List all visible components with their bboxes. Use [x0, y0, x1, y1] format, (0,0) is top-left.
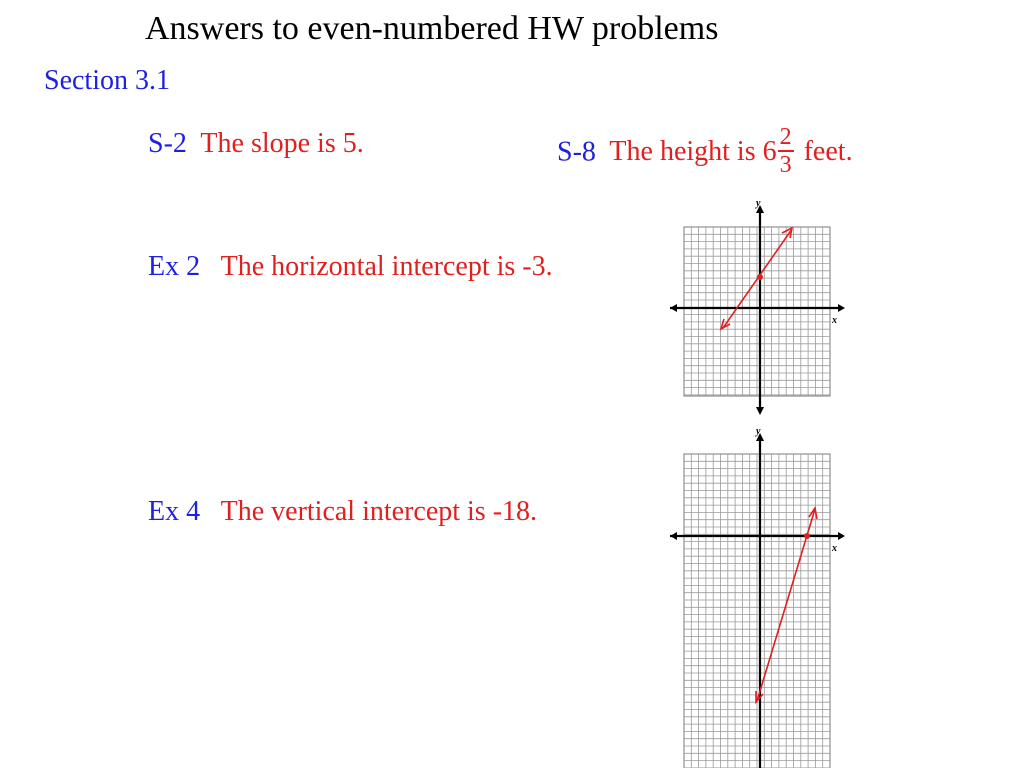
- intercept-point: [757, 274, 763, 280]
- y-axis-arrow-bottom: [756, 407, 764, 415]
- grid-lines: [684, 227, 830, 396]
- intercept-point: [804, 533, 810, 539]
- answer-ex2: [148, 251, 553, 283]
- answer-s2: [148, 128, 364, 160]
- answer-s8: [557, 124, 853, 180]
- graph-ex4: [670, 423, 850, 768]
- answer-suffix-s8: feet.: [803, 136, 853, 168]
- answer-text-ex4: The vertical intercept is -18.: [220, 496, 538, 527]
- fraction-numerator: 2: [779, 124, 792, 150]
- answer-prefix-s8: The height is 6: [609, 136, 777, 168]
- graph-ex2: [670, 195, 850, 420]
- x-axis-arrow-right: [838, 304, 845, 312]
- grid-lines: [684, 454, 830, 768]
- y-axis-label: y: [756, 198, 761, 209]
- problem-label-s8: S-8: [557, 136, 596, 168]
- page-title: Answers to even-numbered HW problems: [145, 10, 719, 47]
- answer-ex4: [148, 496, 537, 528]
- x-axis-arrow-right: [838, 532, 845, 540]
- x-axis-arrow-left: [670, 304, 677, 312]
- answer-text-s8: [609, 124, 853, 178]
- x-axis-label: x: [832, 543, 837, 554]
- section-heading: Section 3.1: [44, 65, 170, 96]
- fraction: [778, 125, 794, 177]
- x-axis-arrow-left: [670, 532, 677, 540]
- problem-label-s2: S-2: [148, 128, 187, 159]
- answer-text-s2: The slope is 5.: [200, 128, 364, 159]
- problem-label-ex4: Ex 4: [148, 496, 201, 527]
- problem-label-ex2: Ex 2: [148, 251, 201, 282]
- y-axis-label: y: [756, 426, 761, 437]
- fraction-denominator: 3: [779, 152, 792, 178]
- answer-text-ex2: The horizontal intercept is -3.: [220, 251, 553, 282]
- x-axis-label: x: [832, 315, 837, 326]
